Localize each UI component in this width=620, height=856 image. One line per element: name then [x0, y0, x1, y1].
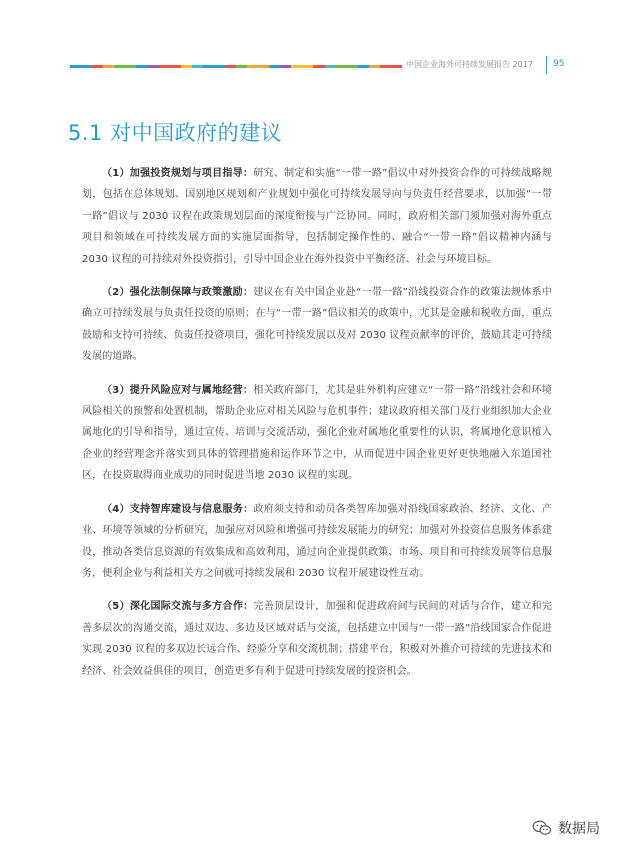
paragraph-2-body: 建议在有关中国企业赴“一带一路”沿线投资合作的政策法规体系中确立可持续发展与负责任投资的原则；在与“一带一路”倡议相关的政策中，尤其是金融和税收方面，重点鼓励和支持可持续、负责任投资项目，强化可持续发展以及对 2030 议程贡献率的评价，鼓励其走可持续发展的道路。	[82, 287, 552, 363]
color-bar-segment	[358, 65, 369, 68]
paragraph-3-title: （3）提升风险应对与属地经营：	[102, 384, 254, 396]
paragraph-3	[82, 380, 552, 487]
paragraph-4	[82, 499, 552, 585]
paragraph-1-title: （1）加强投资规划与项目指导：	[102, 168, 254, 179]
recommendations-list	[82, 163, 552, 694]
color-bar-segment	[280, 65, 291, 68]
color-bar-segment	[225, 65, 236, 68]
color-bar-segment	[147, 65, 158, 68]
color-bar-segment	[203, 65, 225, 68]
section-title: 5.1 对中国政府的建议	[68, 121, 283, 145]
color-bar-segment	[114, 65, 136, 68]
paragraph-5	[82, 596, 552, 682]
paragraph-2-title: （2）强化法制保障与政策激励：	[102, 287, 254, 299]
color-bar-segment	[336, 65, 358, 68]
decorative-color-bar	[70, 65, 402, 68]
color-bar-segment	[103, 65, 114, 68]
page-number: 95	[553, 59, 565, 69]
paragraph-5-body: 完善顶层设计，加强和促进政府间与民间的对话与合作，建立和完善多层次的沟通交流，通过双边、多边及区域对话与交流，包括建立中国与“一带一路”沿线国家合作促进实现 2030 议程的多双边长远合作、经验分享和交流机制；搭建平台，积极对外推介可持续的先进技术和经济、社会效益俱佳的项目，创造更多有利于促进可持续发展的投资机会。	[82, 601, 552, 677]
page-header	[0, 56, 620, 76]
color-bar-segment	[236, 65, 247, 68]
color-bar-segment	[291, 65, 313, 68]
color-bar-segment	[269, 65, 280, 68]
color-bar-segment	[369, 65, 380, 68]
paragraph-1	[82, 163, 552, 270]
paragraph-3-body: 相关政府部门，尤其是驻外机构应建立“一带一路”沿线社会和环境风险相关的预警和处置机制，帮助企业应对相关风险与危机事件；建议政府相关部门及行业组织加大企业属地化的引导和指导，通过宣传、培训与交流活动，强化企业对属地化重要性的认识，将属地化意识植入企业的经营理念并落实到具体的管理措施和运作环节之中，从而促进中国企业更好更快地融入东道国社区，在投资取得商业成功的同时促进当地 2030 议程的实现。	[82, 384, 552, 482]
color-bar-segment	[70, 65, 92, 68]
paragraph-4-title: （4）支持智库建设与信息服务：	[102, 503, 254, 515]
color-bar-segment	[159, 65, 181, 68]
report-title: 中国企业海外可持续发展报告 2017	[406, 60, 533, 69]
color-bar-segment	[313, 65, 324, 68]
color-bar-segment	[192, 65, 203, 68]
color-bar-segment	[325, 65, 336, 68]
color-bar-segment	[247, 65, 269, 68]
color-bar-segment	[181, 65, 192, 68]
paragraph-4-body: 政府须支持和动员各类智库加强对沿线国家政治、经济、文化、产业、环境等领域的分析研究，加强应对风险和增强可持续发展能力的研究；加强对外投资信息服务体系建设，推动各类信息资源的有效集成和高效利用，通过向企业提供政策、市场、项目和可持续发展等信息服务，便利企业与利益相关方之间就可持续发展和 2030 议程开展建设性互动。	[82, 503, 552, 579]
wechat-icon	[532, 820, 552, 836]
header-divider	[546, 56, 547, 74]
color-bar-segment	[136, 65, 147, 68]
color-bar-segment	[92, 65, 103, 68]
color-bar-segment	[380, 65, 402, 68]
paragraph-2	[82, 282, 552, 368]
paragraph-1-body: 研究、制定和实施“一带一路”倡议中对外投资合作的可持续战略规划，包括在总体规划、国别地区规划和产业规划中强化可持续发展导向与负责任经营要求，以加强“一带一路”倡议与 2030 议程在政策规划层面的深度衔接与广泛协同。同时，政府相关部门须加强对海外重点项目和领域在可持续发展方面的实施层面指导，包括制定操作性的、融合“一带一路”倡议精神内涵与 2030 议程的可持续对外投资指引，引导中国企业在海外投资中平衡经济、社会与环境目标。	[82, 168, 552, 265]
watermark	[532, 818, 600, 838]
watermark-text: 数据局	[558, 821, 600, 837]
paragraph-5-title: （5）深化国际交流与多方合作：	[102, 601, 254, 613]
